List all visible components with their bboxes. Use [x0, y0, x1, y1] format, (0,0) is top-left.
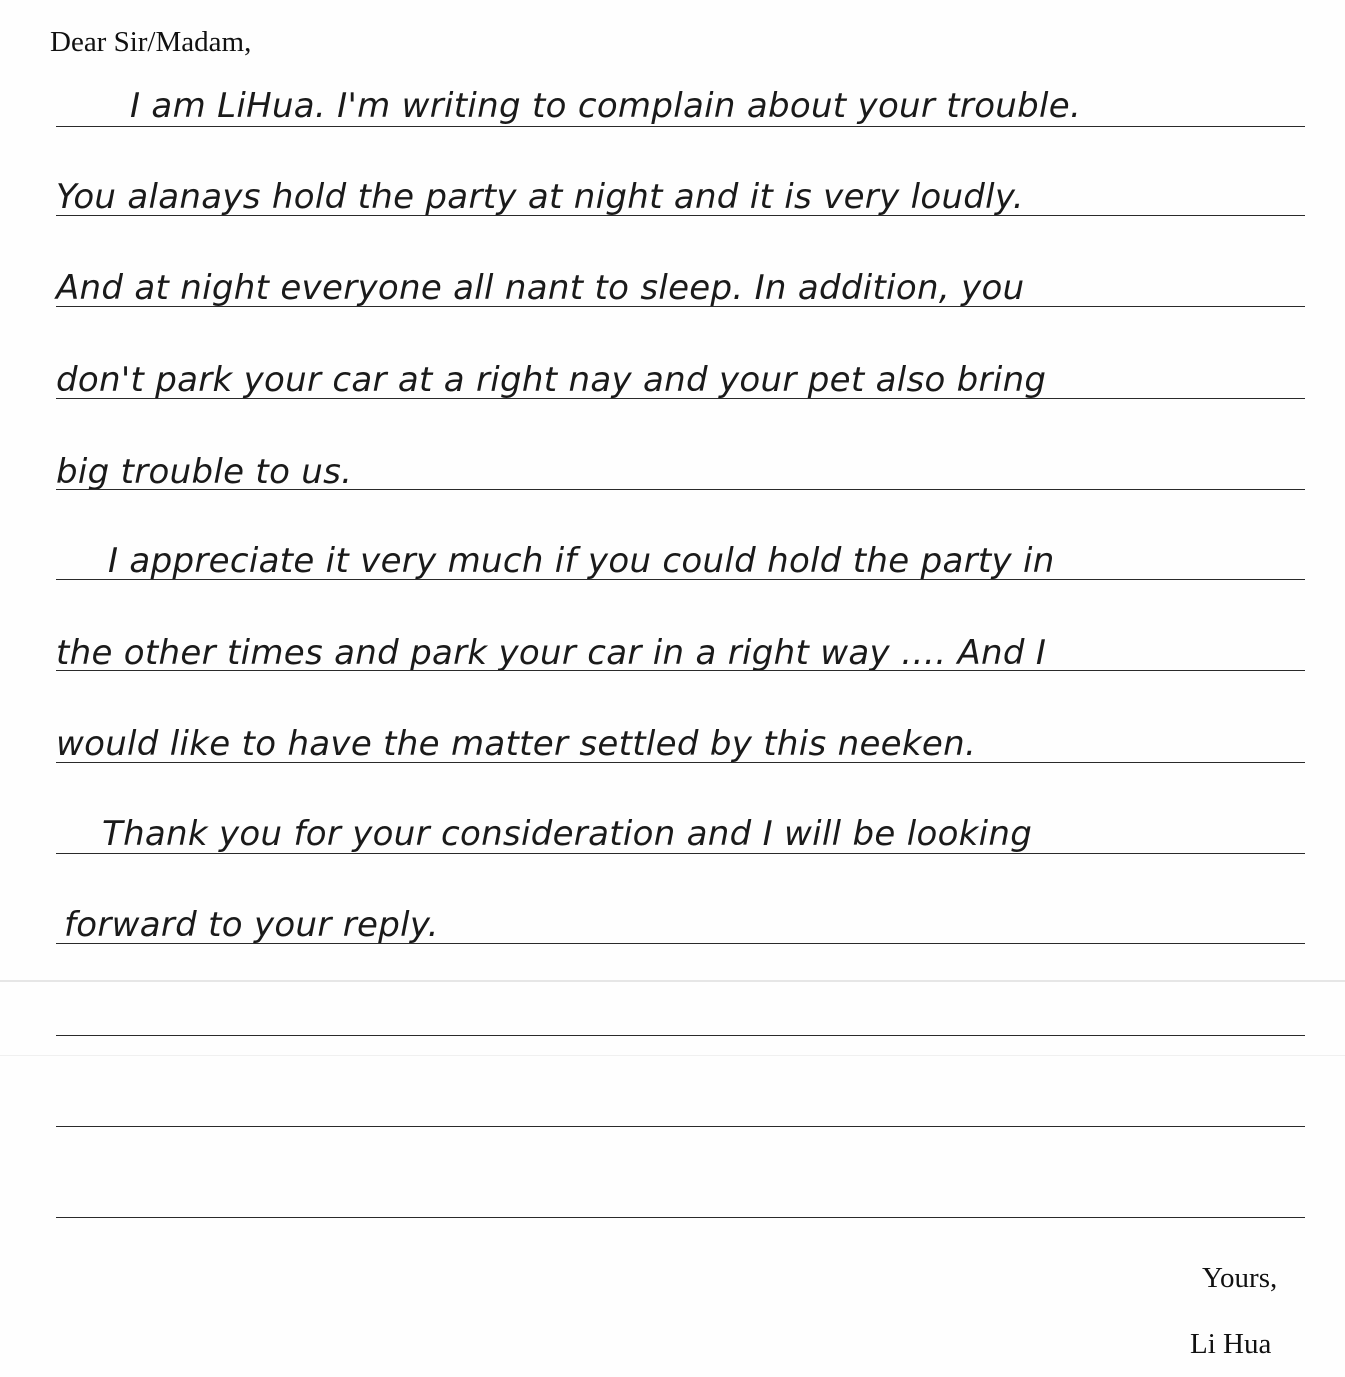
handwritten-line-8: would like to have the matter settled by this neeken. — [56, 724, 977, 764]
signature: Li Hua — [1190, 1328, 1272, 1360]
handwritten-line-3: And at night everyone all nant to sleep. In addition, you — [56, 268, 1025, 308]
handwritten-line-2: You alanays hold the party at night and it is very loudly. — [56, 177, 1024, 217]
writing-rule-6 — [56, 579, 1305, 580]
writing-rule-12 — [56, 1126, 1305, 1127]
writing-rule-7 — [56, 670, 1305, 671]
handwritten-line-9: Thank you for your consideration and I will be looking — [102, 814, 1033, 854]
writing-rule-4 — [56, 398, 1305, 399]
salutation: Dear Sir/Madam, — [50, 26, 252, 58]
writing-rule-10 — [56, 943, 1305, 944]
writing-rule-9 — [56, 853, 1305, 854]
handwritten-line-5: big trouble to us. — [56, 452, 353, 492]
writing-rule-1 — [56, 126, 1305, 127]
scan-fold-line — [0, 980, 1345, 982]
handwritten-line-4: don't park your car at a right nay and your pet also bring — [56, 360, 1047, 400]
writing-rule-11 — [56, 1035, 1305, 1036]
handwritten-line-1: I am LiHua. I'm writing to complain about your trouble. — [130, 86, 1082, 126]
handwritten-line-6: I appreciate it very much if you could hold the party in — [108, 541, 1055, 581]
writing-rule-5 — [56, 489, 1305, 490]
writing-rule-8 — [56, 762, 1305, 763]
scan-faint-line — [0, 1055, 1345, 1056]
handwritten-line-10: forward to your reply. — [64, 905, 439, 945]
handwritten-line-7: the other times and park your car in a right way …. And I — [56, 633, 1047, 673]
writing-rule-13 — [56, 1217, 1305, 1218]
writing-rule-2 — [56, 215, 1305, 216]
writing-rule-3 — [56, 306, 1305, 307]
closing: Yours, — [1202, 1262, 1278, 1294]
